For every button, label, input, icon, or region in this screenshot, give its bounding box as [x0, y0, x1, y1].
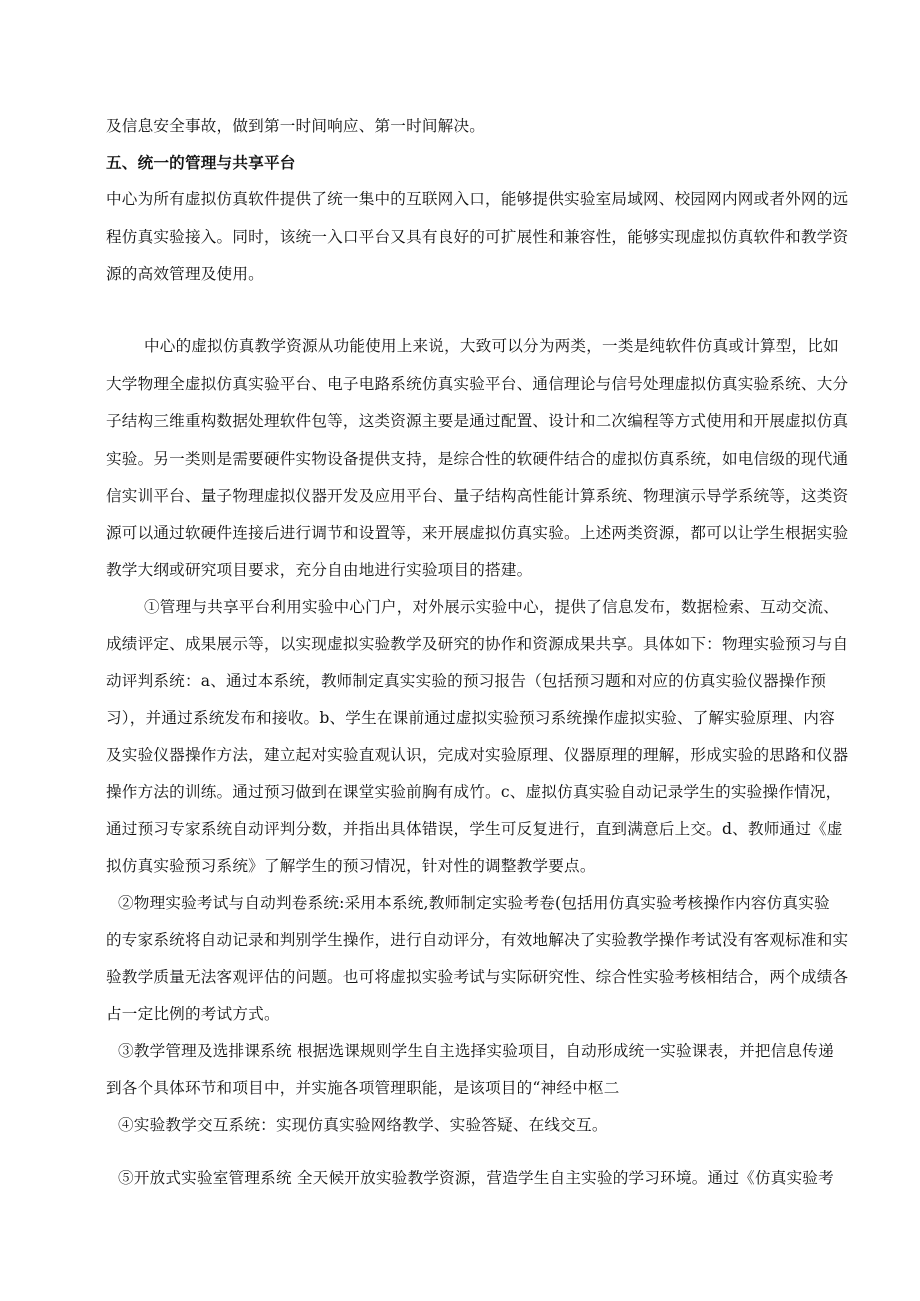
text-line-14: 成绩评定、成果展示等，以实现虚拟实验教学及研究的协作和资源成果共享。具体如下：物理实验预习与自	[106, 635, 849, 653]
text-line-19: 通过预习专家系统自动评判分数，并指出具体错误，学生可反复进行，直到满意后上交。d、教师通过《虚	[106, 820, 843, 838]
text-line-5: 源的高效管理及使用。	[106, 265, 264, 283]
text-line-9: 实验。另一类则是需要硬件实物设备提供支持，是综合性的软硬件结合的虚拟仿真系统，如电信级的现代通	[106, 450, 849, 468]
text-line-4: 程仿真实验接入。同时，该统一入口平台又具有良好的可扩展性和兼容性，能够实现虚拟仿真软件和教学资	[106, 228, 849, 246]
text-line-13: ①管理与共享平台利用实验中心门户，对外展示实验中心，提供了信息发布，数据检索、互动交流、	[144, 598, 839, 616]
text-line-23: 验教学质量无法客观评估的问题。也可将虚拟实验考试与实际研究性、综合性实验考核相结合，两个成绩各	[106, 968, 849, 986]
section-heading: 五、统一的管理与共享平台	[106, 154, 296, 172]
text-line-12: 教学大纲或研究项目要求，充分自由地进行实验项目的搭建。	[106, 561, 533, 579]
text-line-22: 的专家系统将自动记录和判别学生操作，进行自动评分，有效地解决了实验教学操作考试没有客观标准和实	[106, 931, 849, 949]
text-line-24: 占一定比例的考试方式。	[106, 1005, 280, 1023]
text-line-27: ④实验教学交互系统：实现仿真实验网络教学、实验答疑、在线交互。	[118, 1116, 608, 1134]
text-line-7: 大学物理全虚拟仿真实验平台、电子电路系统仿真实验平台、通信理论与信号处理虚拟仿真实验系统、大分	[106, 375, 849, 393]
text-line-17: 及实验仪器操作方法，建立起对实验直观认识，完成对实验原理、仪器原理的理解，形成实验的思路和仪器	[106, 746, 849, 764]
text-line-28: ⑤开放式实验室管理系统 全天候开放实验教学资源，营造学生自主实验的学习环境。通过《仿真实验考	[118, 1169, 834, 1187]
text-line-6: 中心的虚拟仿真教学资源从功能使用上来说，大致可以分为两类，一类是纯软件仿真或计算型，比如	[144, 337, 839, 355]
text-line-3: 中心为所有虚拟仿真软件提供了统一集中的互联网入口，能够提供实验室局域网、校园网内网或者外网的远	[106, 190, 849, 208]
text-line-15: 动评判系统：a、通过本系统，教师制定真实实验的预习报告（包括预习题和对应的仿真实验仪器操作预	[106, 672, 827, 690]
text-line-18: 操作方法的训练。通过预习做到在课堂实验前胸有成竹。c、虚拟仿真实验自动记录学生的实验操作情况，	[106, 783, 842, 801]
text-line-21: ②物理实验考试与自动判卷系统:采用本系统,教师制定实验考卷(包括用仿真实验考核操作内容仿真实验	[118, 894, 830, 912]
text-line-25: ③教学管理及选排课系统 根据选课规则学生自主选择实验项目，自动形成统一实验课表，并把信息传递	[118, 1042, 834, 1060]
text-line-8: 子结构三维重构数据处理软件包等，这类资源主要是通过配置、设计和二次编程等方式使用和开展虚拟仿真	[106, 412, 849, 430]
text-line-16: 习），并通过系统发布和接收。b、学生在课前通过虚拟实验预习系统操作虚拟实验、了解实验原理、内容	[106, 709, 835, 727]
text-line-10: 信实训平台、量子物理虚拟仪器开发及应用平台、量子结构高性能计算系统、物理演示导学系统等，这类资	[106, 487, 849, 505]
text-line-20: 拟仿真实验预习系统》了解学生的预习情况，针对性的调整教学要点。	[106, 857, 596, 875]
text-line-1: 及信息安全事故，做到第一时间响应、第一时间解决。	[106, 117, 486, 135]
text-line-26: 到各个具体环节和项目中，并实施各项管理职能，是该项目的“神经中枢二	[106, 1079, 620, 1097]
text-line-11: 源可以通过软硬件连接后进行调节和设置等，来开展虚拟仿真实验。上述两类资源，都可以让学生根据实验	[106, 524, 849, 542]
